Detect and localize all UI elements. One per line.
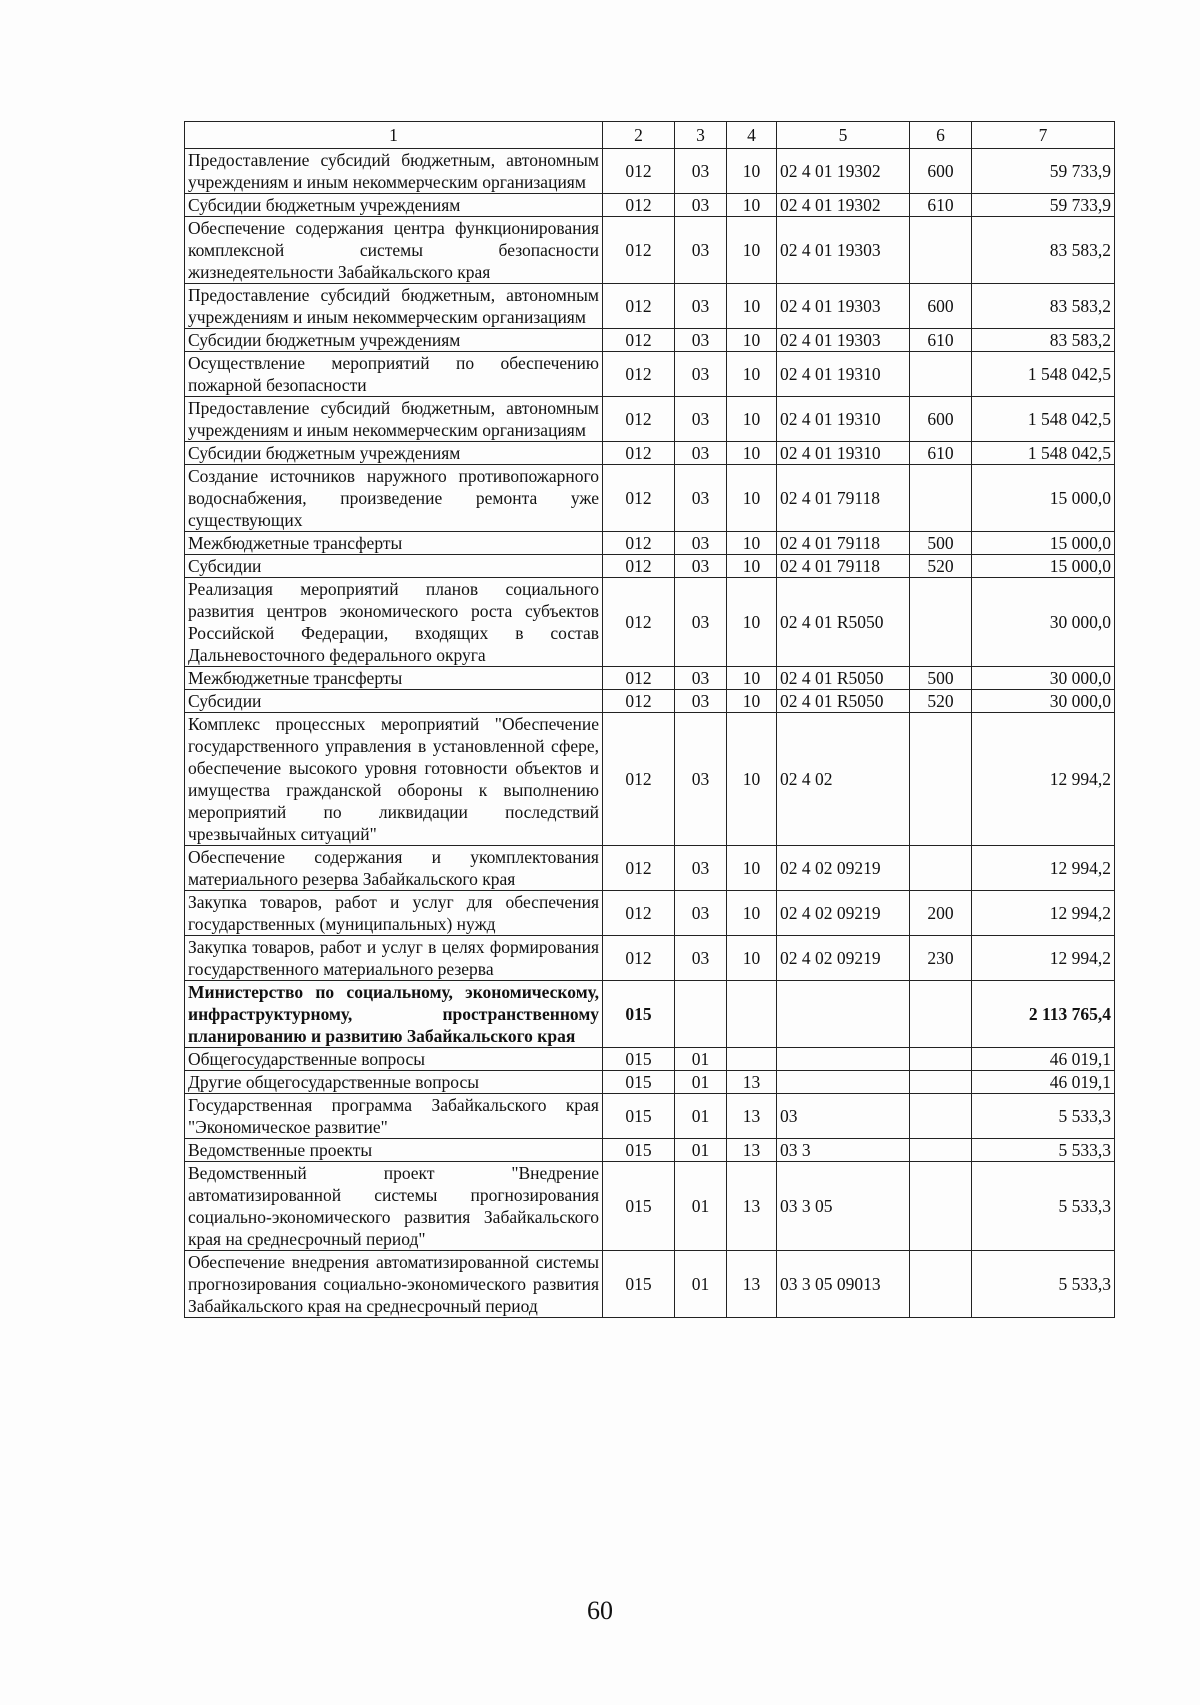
budget-table xyxy=(184,121,1115,1318)
table-row xyxy=(185,329,1115,352)
header-cell-6: 6 xyxy=(910,122,972,149)
header-cell-3: 3 xyxy=(675,122,727,149)
row-expense-type-cell: 600 xyxy=(910,397,972,442)
row-section-cell: 03 xyxy=(675,555,727,578)
row-subsection-cell: 10 xyxy=(727,578,777,667)
row-name-cell: Другие общегосударственные вопросы xyxy=(185,1071,603,1094)
row-amount-cell: 59 733,9 xyxy=(972,194,1115,217)
row-subsection-cell: 13 xyxy=(727,1162,777,1251)
page-number: 60 xyxy=(587,1596,613,1625)
table-row xyxy=(185,194,1115,217)
row-section-cell: 03 xyxy=(675,397,727,442)
table-row xyxy=(185,1251,1115,1318)
row-ministry-code-cell: 012 xyxy=(603,442,675,465)
row-name-cell: Предоставление субсидий бюджетным, автономным учреждениям и иным некоммерческим организациям xyxy=(185,284,603,329)
row-amount-cell: 83 583,2 xyxy=(972,329,1115,352)
row-subsection-cell xyxy=(727,1048,777,1071)
row-subsection-cell: 13 xyxy=(727,1094,777,1139)
row-amount-cell: 2 113 765,4 xyxy=(972,981,1115,1048)
row-target-article-cell: 02 4 01 19310 xyxy=(777,352,910,397)
row-ministry-code-cell: 015 xyxy=(603,1094,675,1139)
header-row xyxy=(185,122,1115,149)
row-target-article-cell: 02 4 02 09219 xyxy=(777,891,910,936)
row-amount-cell: 1 548 042,5 xyxy=(972,442,1115,465)
table-row xyxy=(185,846,1115,891)
row-name-cell: Ведомственный проект "Внедрение автоматизированной системы прогнозирования социально-экономического развития Забайкальского края на среднесрочный период" xyxy=(185,1162,603,1251)
row-name-cell: Закупка товаров, работ и услуг для обеспечения государственных (муниципальных) нужд xyxy=(185,891,603,936)
row-subsection-cell: 10 xyxy=(727,397,777,442)
row-name-cell: Обеспечение содержания центра функционирования комплексной системы безопасности жизнедеятельности Забайкальского края xyxy=(185,217,603,284)
row-expense-type-cell xyxy=(910,352,972,397)
row-amount-cell: 15 000,0 xyxy=(972,532,1115,555)
row-name-cell: Обеспечение внедрения автоматизированной системы прогнозирования социально-экономического развития Забайкальского края на среднесрочный период xyxy=(185,1251,603,1318)
row-section-cell: 03 xyxy=(675,891,727,936)
row-ministry-code-cell: 012 xyxy=(603,149,675,194)
row-ministry-code-cell: 012 xyxy=(603,667,675,690)
row-section-cell: 03 xyxy=(675,465,727,532)
row-section-cell: 03 xyxy=(675,329,727,352)
row-section-cell: 01 xyxy=(675,1162,727,1251)
row-target-article-cell: 02 4 01 19303 xyxy=(777,284,910,329)
header-cell-7: 7 xyxy=(972,122,1115,149)
table-row xyxy=(185,1139,1115,1162)
row-ministry-code-cell: 012 xyxy=(603,352,675,397)
row-amount-cell: 46 019,1 xyxy=(972,1048,1115,1071)
table-row xyxy=(185,936,1115,981)
budget-table-body xyxy=(185,122,1115,1318)
row-section-cell: 03 xyxy=(675,936,727,981)
row-target-article-cell xyxy=(777,981,910,1048)
row-amount-cell: 12 994,2 xyxy=(972,891,1115,936)
table-row xyxy=(185,578,1115,667)
row-amount-cell: 12 994,2 xyxy=(972,846,1115,891)
row-name-cell: Субсидии бюджетным учреждениям xyxy=(185,442,603,465)
row-section-cell: 03 xyxy=(675,217,727,284)
table-row xyxy=(185,690,1115,713)
header-cell-2: 2 xyxy=(603,122,675,149)
row-expense-type-cell: 600 xyxy=(910,284,972,329)
row-amount-cell: 1 548 042,5 xyxy=(972,352,1115,397)
row-amount-cell: 46 019,1 xyxy=(972,1071,1115,1094)
row-expense-type-cell: 600 xyxy=(910,149,972,194)
row-section-cell: 01 xyxy=(675,1139,727,1162)
row-target-article-cell: 02 4 01 79118 xyxy=(777,555,910,578)
row-ministry-code-cell: 012 xyxy=(603,284,675,329)
row-section-cell: 01 xyxy=(675,1048,727,1071)
row-section-cell: 03 xyxy=(675,442,727,465)
row-name-cell: Осуществление мероприятий по обеспечению пожарной безопасности xyxy=(185,352,603,397)
row-amount-cell: 15 000,0 xyxy=(972,465,1115,532)
row-section-cell: 01 xyxy=(675,1094,727,1139)
row-section-cell: 03 xyxy=(675,713,727,846)
row-name-cell: Межбюджетные трансферты xyxy=(185,532,603,555)
header-cell-5: 5 xyxy=(777,122,910,149)
row-amount-cell: 30 000,0 xyxy=(972,690,1115,713)
row-ministry-code-cell: 015 xyxy=(603,1162,675,1251)
row-section-cell: 03 xyxy=(675,194,727,217)
row-target-article-cell: 02 4 01 R5050 xyxy=(777,667,910,690)
row-subsection-cell: 10 xyxy=(727,555,777,578)
row-ministry-code-cell: 015 xyxy=(603,1251,675,1318)
row-ministry-code-cell: 012 xyxy=(603,532,675,555)
header-cell-1: 1 xyxy=(185,122,603,149)
row-amount-cell: 1 548 042,5 xyxy=(972,397,1115,442)
table-row xyxy=(185,532,1115,555)
row-ministry-code-cell: 015 xyxy=(603,1048,675,1071)
row-expense-type-cell: 520 xyxy=(910,555,972,578)
row-subsection-cell: 10 xyxy=(727,690,777,713)
row-name-cell: Предоставление субсидий бюджетным, автономным учреждениям и иным некоммерческим организациям xyxy=(185,149,603,194)
row-expense-type-cell: 610 xyxy=(910,442,972,465)
row-ministry-code-cell: 012 xyxy=(603,690,675,713)
row-subsection-cell: 13 xyxy=(727,1139,777,1162)
row-ministry-code-cell: 012 xyxy=(603,329,675,352)
row-subsection-cell xyxy=(727,981,777,1048)
row-target-article-cell: 02 4 01 19303 xyxy=(777,329,910,352)
row-name-cell: Комплекс процессных мероприятий "Обеспечение государственного управления в установленной сфере, обеспечение высокого уровня готовности объектов и имущества гражданской обороны к выполнению мероприятий по ликвидации последствий чрезвычайных ситуаций" xyxy=(185,713,603,846)
row-target-article-cell xyxy=(777,1071,910,1094)
row-expense-type-cell: 200 xyxy=(910,891,972,936)
row-name-cell: Реализация мероприятий планов социального развития центров экономического роста субъектов Российской Федерации, входящих в состав Дальневосточного федерального округа xyxy=(185,578,603,667)
row-section-cell: 03 xyxy=(675,532,727,555)
row-name-cell: Обеспечение содержания и укомплектования материального резерва Забайкальского края xyxy=(185,846,603,891)
row-ministry-code-cell: 012 xyxy=(603,465,675,532)
row-expense-type-cell xyxy=(910,846,972,891)
row-ministry-code-cell: 015 xyxy=(603,981,675,1048)
row-amount-cell: 12 994,2 xyxy=(972,713,1115,846)
row-amount-cell: 59 733,9 xyxy=(972,149,1115,194)
row-target-article-cell xyxy=(777,1048,910,1071)
row-ministry-code-cell: 012 xyxy=(603,713,675,846)
table-row xyxy=(185,397,1115,442)
table-row xyxy=(185,713,1115,846)
row-expense-type-cell xyxy=(910,1071,972,1094)
row-ministry-code-cell: 012 xyxy=(603,578,675,667)
row-expense-type-cell: 230 xyxy=(910,936,972,981)
row-ministry-code-cell: 012 xyxy=(603,846,675,891)
row-section-cell: 01 xyxy=(675,1071,727,1094)
table-row xyxy=(185,217,1115,284)
row-subsection-cell: 10 xyxy=(727,667,777,690)
row-target-article-cell: 03 3 xyxy=(777,1139,910,1162)
row-expense-type-cell xyxy=(910,578,972,667)
row-expense-type-cell xyxy=(910,1048,972,1071)
row-amount-cell: 5 533,3 xyxy=(972,1139,1115,1162)
row-amount-cell: 5 533,3 xyxy=(972,1094,1115,1139)
row-subsection-cell: 13 xyxy=(727,1251,777,1318)
table-row xyxy=(185,149,1115,194)
row-target-article-cell: 03 3 05 xyxy=(777,1162,910,1251)
row-section-cell: 01 xyxy=(675,1251,727,1318)
table-row xyxy=(185,667,1115,690)
row-target-article-cell: 02 4 02 09219 xyxy=(777,846,910,891)
row-target-article-cell: 02 4 01 19302 xyxy=(777,149,910,194)
row-name-cell: Межбюджетные трансферты xyxy=(185,667,603,690)
row-ministry-code-cell: 012 xyxy=(603,555,675,578)
row-subsection-cell: 10 xyxy=(727,442,777,465)
row-target-article-cell: 02 4 01 79118 xyxy=(777,532,910,555)
row-target-article-cell: 02 4 01 R5050 xyxy=(777,578,910,667)
row-subsection-cell: 13 xyxy=(727,1071,777,1094)
table-row xyxy=(185,1094,1115,1139)
row-section-cell xyxy=(675,981,727,1048)
row-expense-type-cell: 610 xyxy=(910,329,972,352)
row-section-cell: 03 xyxy=(675,149,727,194)
row-subsection-cell: 10 xyxy=(727,465,777,532)
row-name-cell: Субсидии бюджетным учреждениям xyxy=(185,329,603,352)
row-ministry-code-cell: 012 xyxy=(603,891,675,936)
row-expense-type-cell: 500 xyxy=(910,667,972,690)
row-expense-type-cell xyxy=(910,1094,972,1139)
row-subsection-cell: 10 xyxy=(727,532,777,555)
table-row xyxy=(185,891,1115,936)
row-subsection-cell: 10 xyxy=(727,891,777,936)
row-subsection-cell: 10 xyxy=(727,352,777,397)
row-target-article-cell: 02 4 02 xyxy=(777,713,910,846)
row-section-cell: 03 xyxy=(675,667,727,690)
table-row xyxy=(185,981,1115,1048)
table-row xyxy=(185,442,1115,465)
row-expense-type-cell xyxy=(910,1139,972,1162)
header-cell-4: 4 xyxy=(727,122,777,149)
row-ministry-code-cell: 015 xyxy=(603,1139,675,1162)
row-ministry-code-cell: 012 xyxy=(603,217,675,284)
row-target-article-cell: 02 4 01 19303 xyxy=(777,217,910,284)
row-expense-type-cell xyxy=(910,1251,972,1318)
row-name-cell: Общегосударственные вопросы xyxy=(185,1048,603,1071)
row-expense-type-cell xyxy=(910,217,972,284)
row-ministry-code-cell: 012 xyxy=(603,936,675,981)
row-subsection-cell: 10 xyxy=(727,936,777,981)
row-amount-cell: 5 533,3 xyxy=(972,1162,1115,1251)
row-subsection-cell: 10 xyxy=(727,284,777,329)
row-target-article-cell: 02 4 01 79118 xyxy=(777,465,910,532)
row-section-cell: 03 xyxy=(675,578,727,667)
row-section-cell: 03 xyxy=(675,846,727,891)
table-row xyxy=(185,352,1115,397)
row-amount-cell: 30 000,0 xyxy=(972,578,1115,667)
row-expense-type-cell: 610 xyxy=(910,194,972,217)
table-row xyxy=(185,555,1115,578)
row-name-cell: Министерство по социальному, экономическому, инфраструктурному, пространственному планированию и развитию Забайкальского края xyxy=(185,981,603,1048)
row-expense-type-cell xyxy=(910,465,972,532)
row-expense-type-cell xyxy=(910,1162,972,1251)
row-expense-type-cell: 500 xyxy=(910,532,972,555)
row-expense-type-cell: 520 xyxy=(910,690,972,713)
row-name-cell: Предоставление субсидий бюджетным, автономным учреждениям и иным некоммерческим организациям xyxy=(185,397,603,442)
row-name-cell: Ведомственные проекты xyxy=(185,1139,603,1162)
row-target-article-cell: 02 4 01 R5050 xyxy=(777,690,910,713)
table-row xyxy=(185,1162,1115,1251)
row-name-cell: Создание источников наружного противопожарного водоснабжения, произведение ремонта уже существующих xyxy=(185,465,603,532)
row-name-cell: Закупка товаров, работ и услуг в целях формирования государственного материального резерва xyxy=(185,936,603,981)
row-name-cell: Субсидии xyxy=(185,690,603,713)
row-amount-cell: 15 000,0 xyxy=(972,555,1115,578)
row-subsection-cell: 10 xyxy=(727,329,777,352)
row-ministry-code-cell: 015 xyxy=(603,1071,675,1094)
row-expense-type-cell xyxy=(910,981,972,1048)
row-section-cell: 03 xyxy=(675,690,727,713)
row-target-article-cell: 03 xyxy=(777,1094,910,1139)
table-row xyxy=(185,284,1115,329)
row-name-cell: Субсидии xyxy=(185,555,603,578)
table-row xyxy=(185,1071,1115,1094)
row-subsection-cell: 10 xyxy=(727,217,777,284)
row-target-article-cell: 02 4 01 19310 xyxy=(777,397,910,442)
row-amount-cell: 83 583,2 xyxy=(972,284,1115,329)
row-amount-cell: 12 994,2 xyxy=(972,936,1115,981)
row-amount-cell: 83 583,2 xyxy=(972,217,1115,284)
row-name-cell: Субсидии бюджетным учреждениям xyxy=(185,194,603,217)
row-subsection-cell: 10 xyxy=(727,713,777,846)
row-ministry-code-cell: 012 xyxy=(603,397,675,442)
row-target-article-cell: 03 3 05 09013 xyxy=(777,1251,910,1318)
row-ministry-code-cell: 012 xyxy=(603,194,675,217)
row-amount-cell: 30 000,0 xyxy=(972,667,1115,690)
row-name-cell: Государственная программа Забайкальского края "Экономическое развитие" xyxy=(185,1094,603,1139)
row-target-article-cell: 02 4 01 19302 xyxy=(777,194,910,217)
row-amount-cell: 5 533,3 xyxy=(972,1251,1115,1318)
row-section-cell: 03 xyxy=(675,284,727,329)
row-subsection-cell: 10 xyxy=(727,149,777,194)
row-target-article-cell: 02 4 02 09219 xyxy=(777,936,910,981)
row-subsection-cell: 10 xyxy=(727,846,777,891)
row-subsection-cell: 10 xyxy=(727,194,777,217)
table-row xyxy=(185,465,1115,532)
row-section-cell: 03 xyxy=(675,352,727,397)
row-target-article-cell: 02 4 01 19310 xyxy=(777,442,910,465)
row-expense-type-cell xyxy=(910,713,972,846)
table-row xyxy=(185,1048,1115,1071)
